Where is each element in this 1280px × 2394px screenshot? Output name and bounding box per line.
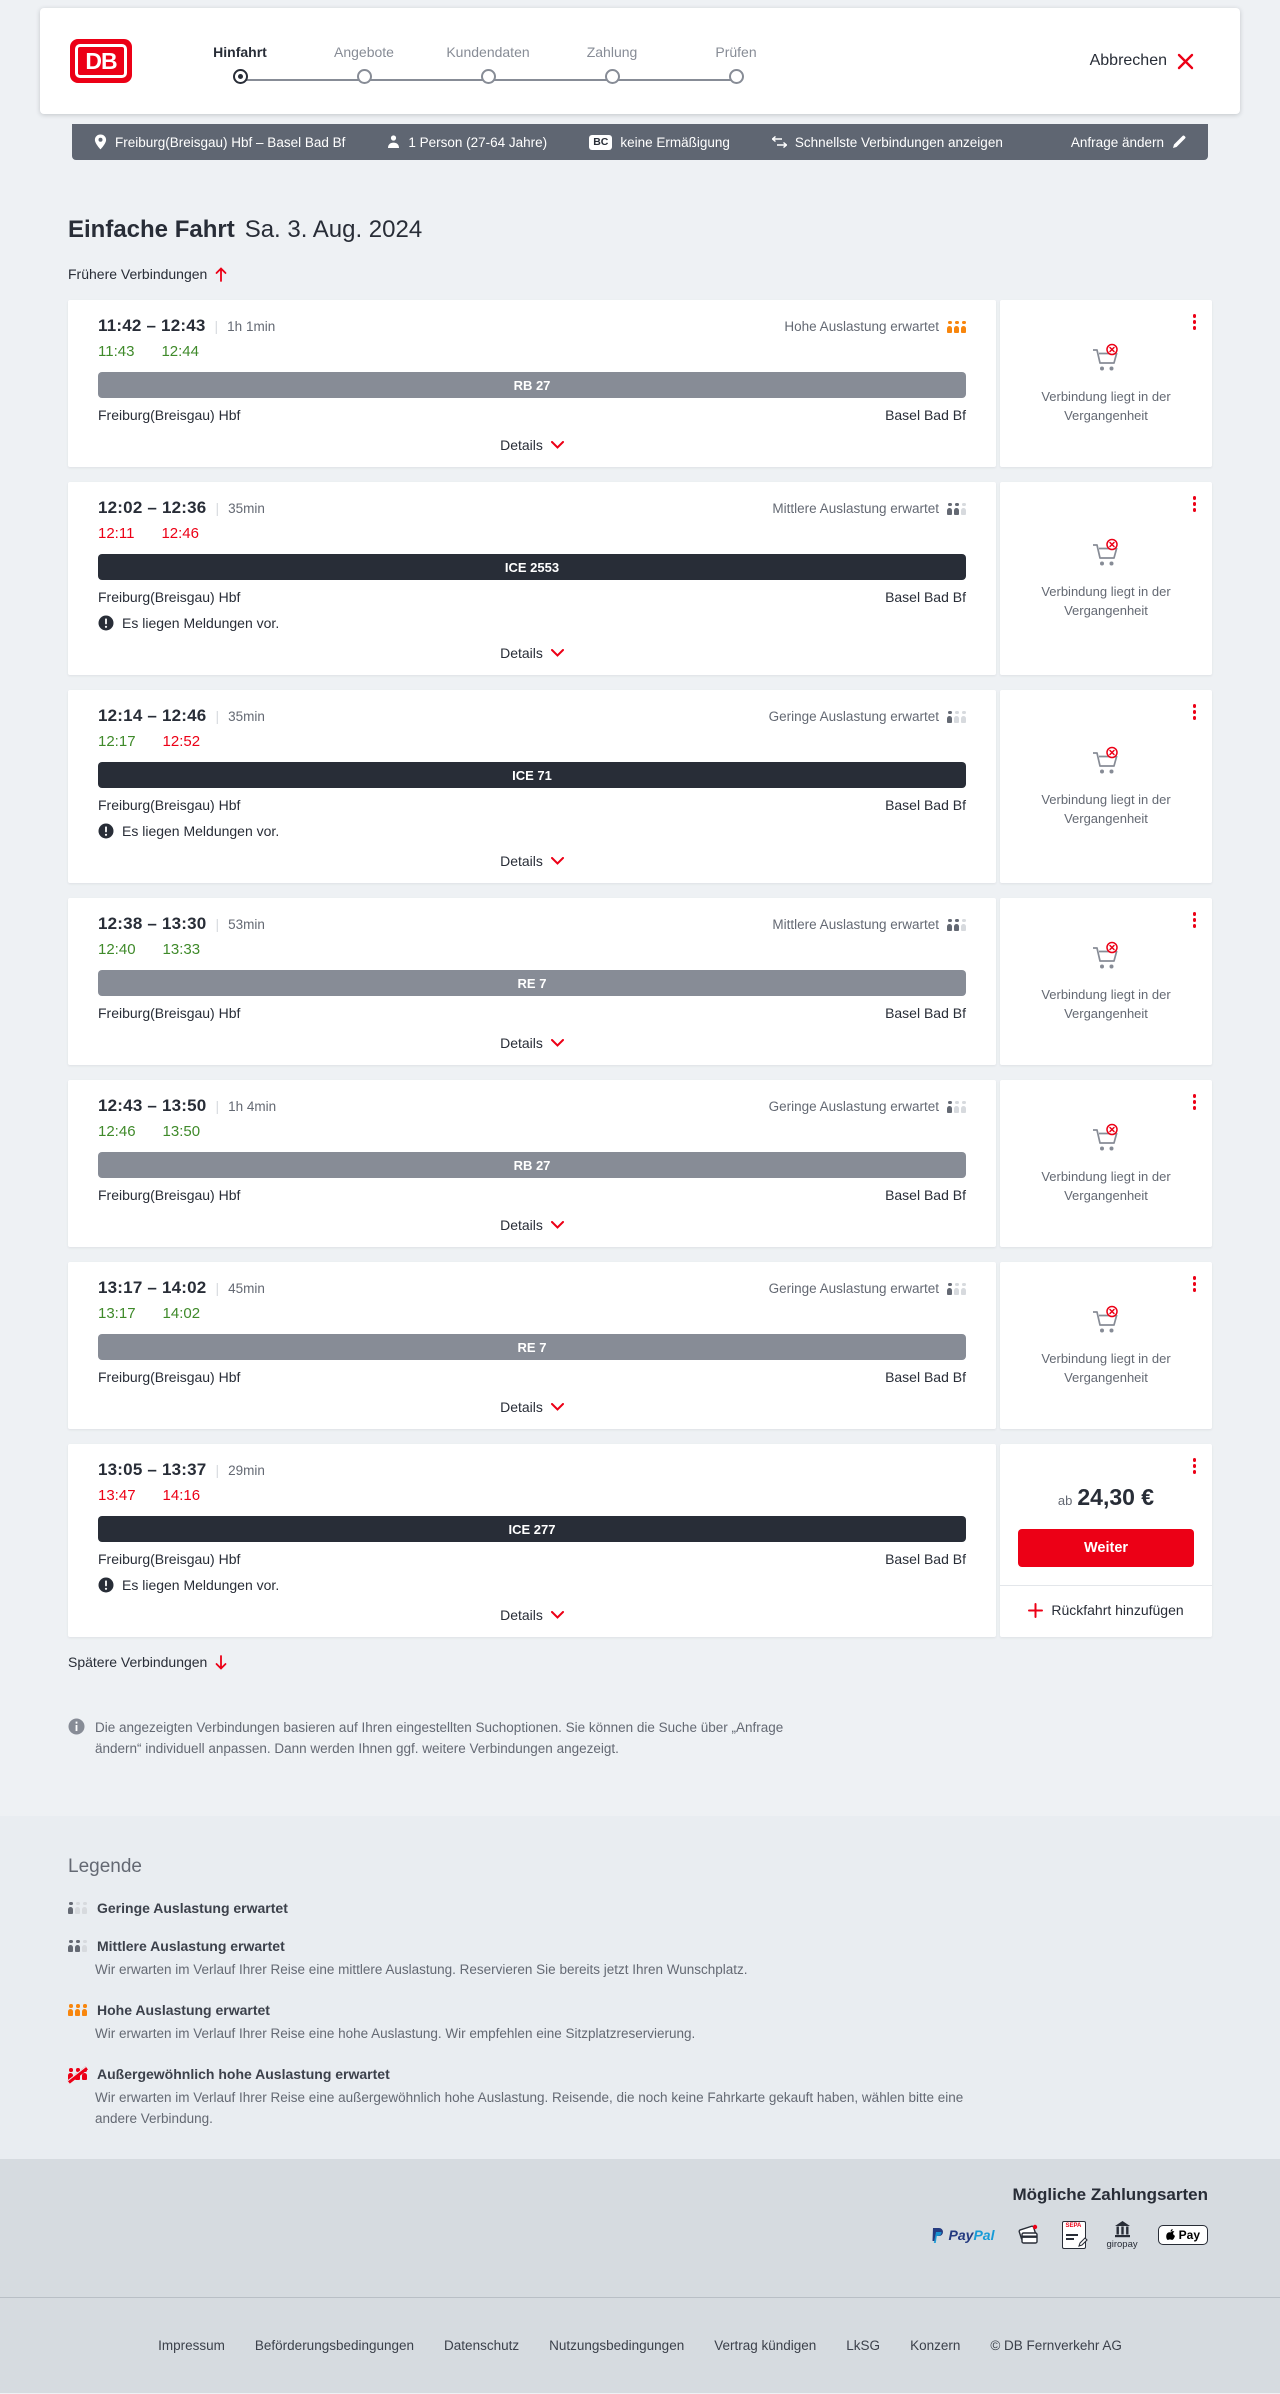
- past-connection-info: [1000, 690, 1212, 883]
- separator: |: [214, 318, 219, 334]
- connection-times: 12:43 – 13:50: [98, 1096, 207, 1115]
- connection-card: [68, 482, 1212, 675]
- page-title: Einfache Fahrt: [68, 216, 235, 243]
- past-connection-text: Verbindung liegt in der Vergangenheit: [1041, 986, 1171, 1021]
- legend-item: [68, 1938, 1212, 1980]
- search-options-note: [68, 1718, 788, 1816]
- giropay-icon: giropay: [1106, 2221, 1137, 2250]
- wizard-stepper: [178, 38, 798, 84]
- realtime-arrival: 12:52: [162, 733, 201, 750]
- connection-main: [68, 1080, 996, 1247]
- swap-arrows-icon: [772, 136, 787, 148]
- separator: |: [215, 916, 220, 932]
- arrow-down-icon: [215, 1655, 227, 1670]
- origin-station: Freiburg(Breisgau) Hbf: [98, 1369, 241, 1385]
- step-label: Angebote: [334, 44, 394, 60]
- step-angebote[interactable]: [302, 44, 426, 84]
- continue-button[interactable]: Weiter: [1018, 1529, 1194, 1567]
- connection-main: [68, 898, 996, 1065]
- realtime-row: [98, 941, 966, 958]
- connection-duration: 53min: [228, 917, 265, 932]
- results-content: [0, 216, 1280, 1816]
- occupancy-icon: [68, 1940, 87, 1952]
- occupancy-label: Geringe Auslastung erwartet: [768, 1099, 939, 1114]
- summary-discount: BC keine Ermäßigung: [589, 135, 730, 150]
- step-label: Hinfahrt: [213, 44, 267, 60]
- alert-icon: [98, 1577, 114, 1593]
- location-pin-icon: [94, 134, 107, 150]
- connection-duration: 29min: [228, 1463, 265, 1478]
- connection-side-panel: [1000, 300, 1212, 467]
- step-label: Kundendaten: [446, 44, 530, 60]
- details-button[interactable]: [98, 1031, 966, 1055]
- details-label: Details: [500, 1035, 543, 1051]
- kebab-menu-icon[interactable]: [1191, 1274, 1199, 1294]
- train-name: ICE 277: [508, 1521, 556, 1537]
- connection-times: 12:02 – 12:36: [98, 498, 207, 517]
- separator: |: [215, 1280, 220, 1296]
- step-label: Zahlung: [586, 44, 638, 60]
- realtime-arrival: 13:50: [162, 1123, 201, 1140]
- legend-item: [68, 1900, 1212, 1916]
- realtime-arrival: 14:02: [162, 1305, 201, 1322]
- close-icon: [1177, 53, 1194, 70]
- legend-item: [68, 2002, 1212, 2044]
- chevron-down-icon: [551, 1611, 564, 1619]
- realtime-departure: 12:11: [98, 525, 135, 542]
- cart-unavailable-icon: [1089, 342, 1123, 374]
- realtime-arrival: 12:46: [161, 525, 199, 542]
- step-circle-icon: [357, 69, 372, 84]
- connections-list: [68, 300, 1212, 1637]
- bahncard-badge: BC: [589, 135, 612, 150]
- realtime-row: [98, 733, 966, 750]
- past-connection-text: Verbindung liegt in der Vergangenheit: [1041, 1350, 1171, 1385]
- occupancy-icon: [947, 1101, 966, 1113]
- occupancy-icon: [947, 503, 966, 515]
- connection-times: 11:42 – 12:43: [98, 316, 206, 335]
- price-value: 24,30 €: [1077, 1484, 1155, 1510]
- messages-notice: [98, 615, 966, 631]
- cart-unavailable-icon: [1089, 1304, 1123, 1336]
- realtime-departure: 12:40: [98, 941, 136, 958]
- add-return-label: Rückfahrt hinzufügen: [1051, 1602, 1184, 1618]
- summary-route: Freiburg(Breisgau) Hbf – Basel Bad Bf: [94, 134, 345, 150]
- train-line-bar: [98, 1516, 966, 1542]
- origin-station: Freiburg(Breisgau) Hbf: [98, 589, 241, 605]
- payments-title: Mögliche Zahlungsarten: [1012, 2184, 1208, 2204]
- past-connection-text: Verbindung liegt in der Vergangenheit: [1041, 791, 1171, 826]
- step-zahlung[interactable]: [550, 44, 674, 84]
- footer-link[interactable]: Datenschutz: [444, 2337, 520, 2353]
- origin-station: Freiburg(Breisgau) Hbf: [98, 1551, 241, 1567]
- past-connection-info: [1000, 1080, 1212, 1247]
- connection-duration: 1h 1min: [227, 319, 276, 334]
- connection-card: [68, 1080, 1212, 1247]
- details-label: Details: [500, 853, 543, 869]
- price-prefix: ab: [1057, 1493, 1073, 1508]
- footer-link[interactable]: Konzern: [910, 2337, 961, 2353]
- occupancy-indicator: [772, 501, 966, 516]
- details-label: Details: [500, 1607, 543, 1623]
- past-connection-info: [1000, 482, 1212, 675]
- plus-icon: [1028, 1603, 1043, 1618]
- stations-row: [98, 797, 966, 813]
- page-title-row: [68, 216, 1212, 244]
- payments-section: [0, 2159, 1280, 2297]
- details-button[interactable]: [98, 849, 966, 873]
- alert-icon: [98, 615, 114, 631]
- legend-item-description: Wir erwarten im Verlauf Ihrer Reise eine hohe Auslastung. Wir empfehlen eine Sitzplatzreservierung.: [95, 2026, 696, 2042]
- details-label: Details: [500, 645, 543, 661]
- db-logo-text: DB: [75, 44, 127, 78]
- origin-station: Freiburg(Breisgau) Hbf: [98, 1187, 241, 1203]
- price-panel: [1000, 1444, 1212, 1637]
- legend-item-label: Hohe Auslastung erwartet: [97, 2002, 270, 2019]
- occupancy-icon: [68, 1902, 87, 1914]
- occupancy-icon: [947, 919, 966, 931]
- train-name: RE 7: [517, 975, 547, 991]
- later-connections-link[interactable]: Spätere Verbindungen: [68, 1654, 227, 1670]
- train-name: RB 27: [513, 1157, 551, 1173]
- info-icon: [68, 1718, 85, 1760]
- summary-passenger: 1 Person (27-64 Jahre): [387, 135, 547, 150]
- edit-request-button[interactable]: Anfrage ändern: [1071, 135, 1186, 150]
- separator: |: [215, 500, 220, 516]
- realtime-row: [98, 343, 966, 360]
- details-label: Details: [500, 1399, 543, 1415]
- messages-notice-text: Es liegen Meldungen vor.: [122, 823, 280, 839]
- destination-station: Basel Bad Bf: [885, 1551, 966, 1567]
- connection-times: 13:17 – 14:02: [98, 1278, 207, 1297]
- step-circle-icon: [481, 69, 496, 84]
- destination-station: Basel Bad Bf: [885, 407, 966, 423]
- realtime-departure: 13:47: [98, 1487, 136, 1504]
- past-connection-info: [1000, 1262, 1212, 1429]
- legend-item-label: Geringe Auslastung erwartet: [97, 1899, 288, 1916]
- credit-card-icon: [1014, 2221, 1042, 2249]
- legend-item-label: Außergewöhnlich hohe Auslastung erwartet: [97, 2066, 390, 2083]
- step-prüfen[interactable]: [674, 44, 798, 84]
- messages-notice: [98, 1577, 966, 1593]
- separator: |: [215, 1462, 220, 1478]
- stations-row: [98, 589, 966, 605]
- destination-station: Basel Bad Bf: [885, 797, 966, 813]
- connection-card: [68, 1262, 1212, 1429]
- connection-main: [68, 300, 996, 467]
- occupancy-label: Mittlere Auslastung erwartet: [772, 917, 939, 932]
- legend-item-label: Mittlere Auslastung erwartet: [97, 1937, 285, 1954]
- step-circle-icon: [233, 69, 248, 84]
- train-name: RE 7: [517, 1339, 547, 1355]
- train-line-bar: [98, 554, 966, 580]
- connection-times: 12:38 – 13:30: [98, 914, 207, 933]
- separator: |: [215, 708, 220, 724]
- realtime-departure: 13:17: [98, 1305, 136, 1322]
- pencil-icon: [1172, 135, 1186, 149]
- apple-pay-icon: Pay: [1158, 2225, 1208, 2245]
- arrow-up-icon: [215, 267, 227, 282]
- kebab-menu-icon[interactable]: [1191, 312, 1199, 332]
- chevron-down-icon: [551, 441, 564, 449]
- train-name: ICE 71: [512, 767, 552, 783]
- realtime-arrival: 12:44: [161, 343, 199, 360]
- connection-side-panel: [1000, 1080, 1212, 1247]
- connection-side-panel: [1000, 690, 1212, 883]
- details-button[interactable]: [98, 1603, 966, 1627]
- occupancy-icon: [68, 2068, 87, 2080]
- footer-link[interactable]: Vertrag kündigen: [714, 2337, 817, 2353]
- details-label: Details: [500, 1217, 543, 1233]
- realtime-departure: 12:46: [98, 1123, 136, 1140]
- chevron-down-icon: [551, 1403, 564, 1411]
- occupancy-indicator: [769, 1099, 966, 1114]
- separator: |: [215, 1098, 220, 1114]
- stations-row: [98, 407, 966, 423]
- alert-icon: [98, 823, 114, 839]
- step-kundendaten[interactable]: [426, 44, 550, 84]
- stations-row: [98, 1551, 966, 1567]
- legend-item: [68, 2066, 1212, 2129]
- cart-unavailable-icon: [1089, 940, 1123, 972]
- realtime-arrival: 14:16: [162, 1487, 201, 1504]
- step-label: Prüfen: [715, 44, 757, 60]
- details-button[interactable]: [98, 1213, 966, 1237]
- search-options-note-text: Die angezeigten Verbindungen basieren auf Ihren eingestellten Suchoptionen. Sie können die Suche über „Anfrage ändern“ individuell anpassen. Dann werden Ihnen ggf. weitere Verbindungen angezeigt.: [95, 1720, 784, 1756]
- chevron-down-icon: [551, 649, 564, 657]
- details-button[interactable]: [98, 1395, 966, 1419]
- details-button[interactable]: [98, 433, 966, 457]
- step-circle-icon: [729, 69, 744, 84]
- occupancy-icon: [68, 2004, 87, 2016]
- legend-item-description: Wir erwarten im Verlauf Ihrer Reise eine außergewöhnlich hohe Auslastung. Reisende, die noch keine Fahrkarte gekauft haben, wählen bitte eine andere Verbindung.: [95, 2090, 964, 2126]
- realtime-row: [98, 525, 966, 542]
- connection-card: [68, 1444, 1212, 1637]
- paypal-icon: PayPal: [931, 2227, 995, 2244]
- person-icon: [387, 135, 400, 149]
- cart-unavailable-icon: [1089, 1122, 1123, 1154]
- cancel-label: Abbrechen: [1089, 52, 1167, 69]
- train-line-bar: [98, 762, 966, 788]
- train-line-bar: [98, 970, 966, 996]
- past-connection-text: Verbindung liegt in der Vergangenheit: [1041, 1168, 1171, 1203]
- destination-station: Basel Bad Bf: [885, 589, 966, 605]
- connection-main: [68, 1444, 996, 1637]
- connection-duration: 45min: [228, 1281, 265, 1296]
- kebab-menu-icon[interactable]: [1191, 494, 1199, 514]
- cart-unavailable-icon: [1089, 537, 1123, 569]
- realtime-row: [98, 1305, 966, 1322]
- connection-main: [68, 1262, 996, 1429]
- train-line-bar: [98, 372, 966, 398]
- occupancy-indicator: [784, 319, 966, 334]
- connection-main: [68, 690, 996, 883]
- occupancy-icon: [947, 711, 966, 723]
- connection-times: 13:05 – 13:37: [98, 1460, 207, 1479]
- connection-card: [68, 898, 1212, 1065]
- legend-item-description: Wir erwarten im Verlauf Ihrer Reise eine mittlere Auslastung. Reservieren Sie bereits jetzt Ihren Wunschplatz.: [95, 1961, 748, 1977]
- past-connection-info: [1000, 898, 1212, 1065]
- connection-card: [68, 300, 1212, 467]
- footer-link[interactable]: Impressum: [158, 2337, 225, 2353]
- connection-main: [68, 482, 996, 675]
- step-hinfahrt[interactable]: [178, 44, 302, 84]
- destination-station: Basel Bad Bf: [885, 1369, 966, 1385]
- footer-link[interactable]: Beförderungsbedingungen: [254, 2337, 415, 2353]
- occupancy-indicator: [769, 1281, 966, 1296]
- legend-section: [0, 1816, 1280, 2159]
- travel-date: Sa. 3. Aug. 2024: [244, 216, 423, 243]
- origin-station: Freiburg(Breisgau) Hbf: [98, 407, 241, 423]
- occupancy-label: Geringe Auslastung erwartet: [768, 709, 939, 724]
- add-return-button[interactable]: [1018, 1602, 1194, 1618]
- occupancy-label: Hohe Auslastung erwartet: [784, 319, 939, 334]
- origin-station: Freiburg(Breisgau) Hbf: [98, 797, 241, 813]
- stations-row: [98, 1187, 966, 1203]
- cart-unavailable-icon: [1089, 745, 1123, 777]
- occupancy-label: Geringe Auslastung erwartet: [768, 1281, 939, 1296]
- details-label: Details: [500, 437, 543, 453]
- realtime-departure: 11:43: [98, 343, 135, 360]
- realtime-departure: 12:17: [98, 733, 136, 750]
- connection-side-panel: [1000, 1262, 1212, 1429]
- stations-row: [98, 1369, 966, 1385]
- connection-times: 12:14 – 12:46: [98, 706, 207, 725]
- search-summary-bar: [72, 124, 1208, 160]
- realtime-row: [98, 1123, 966, 1140]
- occupancy-icon: [947, 321, 966, 333]
- messages-notice-text: Es liegen Meldungen vor.: [122, 1577, 280, 1593]
- chevron-down-icon: [551, 1221, 564, 1229]
- footer-link[interactable]: LkSG: [846, 2337, 881, 2353]
- connection-side-panel: [1000, 898, 1212, 1065]
- chevron-down-icon: [551, 1039, 564, 1047]
- train-name: ICE 2553: [504, 559, 560, 575]
- realtime-arrival: 13:33: [162, 941, 201, 958]
- occupancy-icon: [947, 1283, 966, 1295]
- footer-link[interactable]: Nutzungsbedingungen: [549, 2337, 685, 2353]
- kebab-menu-icon[interactable]: [1191, 910, 1199, 930]
- fastest-connections-toggle[interactable]: Schnellste Verbindungen anzeigen: [772, 135, 1003, 150]
- price-line: [1018, 1484, 1194, 1511]
- kebab-menu-icon[interactable]: [1191, 1456, 1199, 1476]
- chevron-down-icon: [551, 857, 564, 865]
- origin-station: Freiburg(Breisgau) Hbf: [98, 1005, 241, 1021]
- kebab-menu-icon[interactable]: [1191, 1092, 1199, 1112]
- destination-station: Basel Bad Bf: [885, 1005, 966, 1021]
- stations-row: [98, 1005, 966, 1021]
- messages-notice-text: Es liegen Meldungen vor.: [122, 615, 280, 631]
- connection-duration: 1h 4min: [228, 1099, 277, 1114]
- sepa-direct-debit-icon: SEPA: [1062, 2221, 1086, 2249]
- occupancy-indicator: [769, 709, 966, 724]
- kebab-menu-icon[interactable]: [1191, 702, 1199, 722]
- realtime-row: [98, 1487, 966, 1504]
- copyright-text: © DB Fernverkehr AG: [990, 2337, 1122, 2353]
- train-line-bar: [98, 1152, 966, 1178]
- train-name: RB 27: [513, 377, 551, 393]
- past-connection-text: Verbindung liegt in der Vergangenheit: [1041, 388, 1171, 423]
- past-connection-text: Verbindung liegt in der Vergangenheit: [1041, 583, 1171, 618]
- legend-title: Legende: [68, 1855, 142, 1877]
- connection-card: [68, 690, 1212, 883]
- connection-side-panel: [1000, 1444, 1212, 1637]
- details-button[interactable]: [98, 641, 966, 665]
- divider: [1000, 1585, 1212, 1586]
- occupancy-indicator: [772, 917, 966, 932]
- step-circle-icon: [605, 69, 620, 84]
- earlier-connections-link[interactable]: Frühere Verbindungen: [68, 266, 227, 282]
- destination-station: Basel Bad Bf: [885, 1187, 966, 1203]
- train-line-bar: [98, 1334, 966, 1360]
- wizard-header: [40, 8, 1240, 114]
- connection-duration: 35min: [228, 709, 265, 724]
- cancel-button[interactable]: [1090, 52, 1194, 70]
- db-logo[interactable]: [70, 39, 132, 83]
- past-connection-info: [1000, 300, 1212, 467]
- page-footer: [0, 2297, 1280, 2393]
- messages-notice: [98, 823, 966, 839]
- occupancy-label: Mittlere Auslastung erwartet: [772, 501, 939, 516]
- connection-duration: 35min: [228, 501, 265, 516]
- connection-side-panel: [1000, 482, 1212, 675]
